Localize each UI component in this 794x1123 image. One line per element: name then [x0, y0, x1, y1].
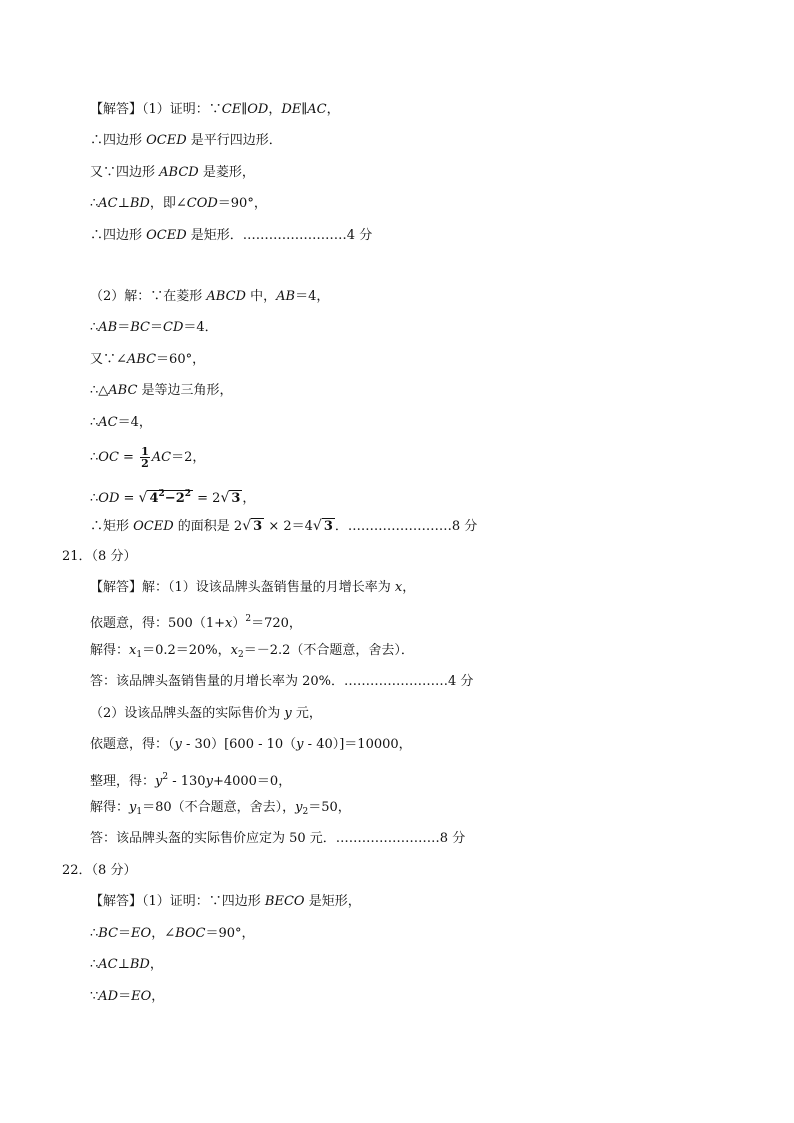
q22-line-4: ∵AD＝EO， [90, 989, 165, 1004]
part1-line-2: ∴四边形 OCED 是平行四边形． [90, 133, 282, 148]
q22-line-2: ∴BC＝EO，∠BOC＝90°， [90, 926, 255, 941]
q21-line-2: 依题意，得：$500(1+x)^2=720$， [90, 614, 302, 631]
q22-line-1: 【解答】（1）证明：∵四边形 BECO 是矩形， [90, 894, 361, 909]
question-22-heading: 22．（8 分） [62, 863, 137, 878]
part1-line-1: 【解答】（1）证明：∵CE∥OD，DE∥AC， [90, 102, 340, 117]
q21-line-5: （2）设该品牌头盔的实际售价为 y 元， [90, 706, 322, 721]
part2-line-5: ∴AC＝4， [90, 415, 152, 430]
part1-line-4: ∴AC⊥BD，即∠COD＝90°， [90, 196, 267, 211]
part2-line-7: ∴OD = √ $4^2-2^2 = 2√$ 3 ， [90, 484, 255, 509]
part2-line-2: ∴AB＝BC＝CD＝4． [90, 320, 218, 335]
question-21-heading: 21．（8 分） [62, 549, 137, 564]
q21-line-6: 依题意，得：（y - 30）[600 - 10（y - 40）]＝10000， [90, 737, 412, 752]
sqrt-three: √ 3 [312, 518, 333, 534]
sqrt-three: √ 3 [242, 518, 263, 534]
part2-line-4: ∴△ABC 是等边三角形， [90, 383, 233, 398]
q21-line-1: 【解答】解：（1）设该品牌头盔销售量的月增长率为 x， [90, 580, 416, 595]
answer-label: 【解答】 [90, 580, 143, 595]
q21-line-7: 整理，得：$y^2 - 130y+4000=0$， [90, 772, 292, 789]
part1-line-3: 又∵四边形 ABCD 是菱形， [90, 165, 255, 180]
part2-line-6: ∴OC = $\frac{1}{2}$ AC＝2， [90, 445, 206, 470]
sqrt-expression: √ $4^2-2^2$ [138, 489, 191, 506]
sqrt-three: √ 3 [220, 490, 241, 506]
part2-line-1: （2）解：∵在菱形 ABCD 中，AB＝4， [90, 289, 330, 304]
answer-label: 【解答】 [90, 894, 143, 909]
part1-line-5: ∴四边形 OCED 是矩形．……………………4 分 [90, 228, 373, 243]
q21-line-3: 解得：$x_1=0.2=20\%$，$x_2=-2.2$（不合题意，舍去）． [90, 643, 414, 660]
q21-line-9: 答：该品牌头盔的实际售价应定为 50 元．……………………8 分 [90, 831, 466, 846]
q21-line-4: 答：该品牌头盔销售量的月增长率为 20%．……………………4 分 [90, 674, 474, 689]
fraction-one-half: $\frac{1}{2}$ [141, 445, 149, 470]
part2-line-3: 又∵∠ABC＝60°， [90, 352, 206, 367]
part2-line-8: ∴矩形 OCED 的面积是 2√ 3 × 2＝4√ 3 ．……………………8 分 [90, 516, 477, 537]
q21-line-8: 解得：$y_1=80$（不合题意，舍去），$y_2=50$， [90, 800, 351, 817]
q22-line-3: ∴AC⊥BD， [90, 957, 163, 972]
answer-label: 【解答】 [90, 102, 143, 117]
